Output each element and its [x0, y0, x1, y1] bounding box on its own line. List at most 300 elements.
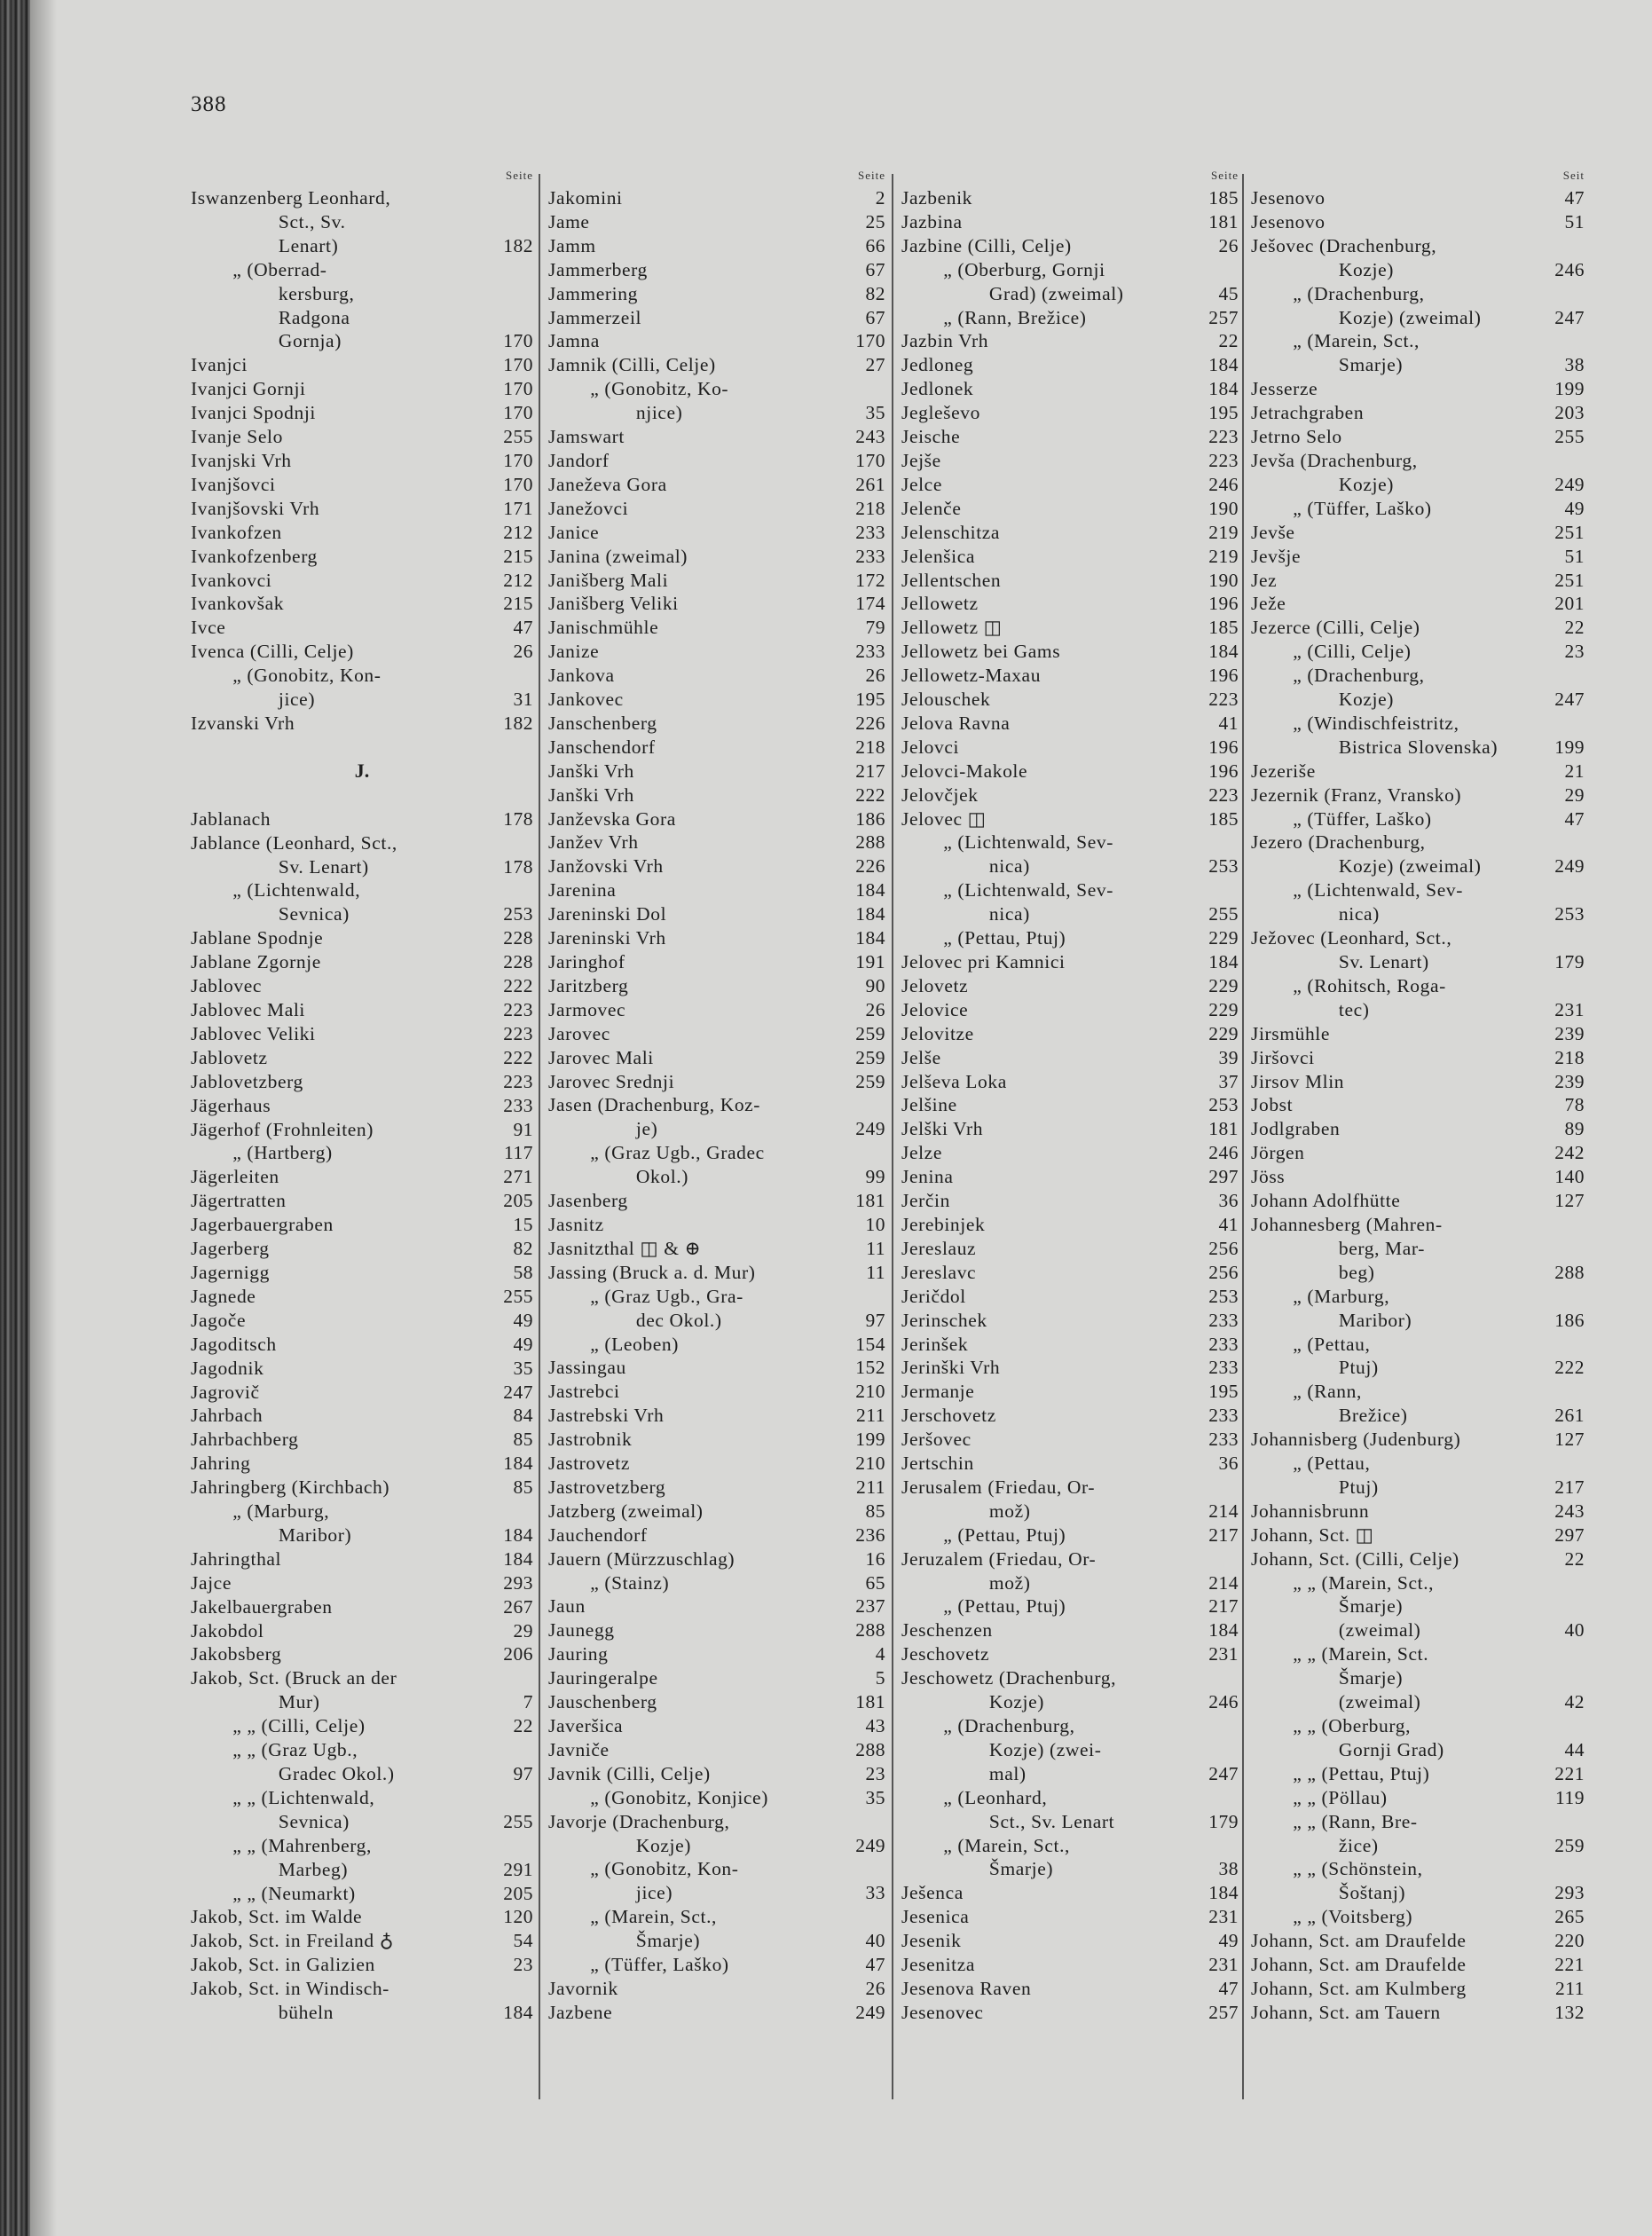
index-entry [1251, 1786, 1585, 1810]
entry-place-name: Jastrobnik [548, 1429, 633, 1451]
entry-page-number: 25 [865, 210, 885, 232]
entry-page-number: 249 [855, 1834, 885, 1856]
entry-place-name: Jahringberg (Kirchbach) [191, 1476, 390, 1499]
entry-page-number: 255 [1208, 903, 1239, 925]
entry-place-name: „ (Lichtenwald, Sev- nica) [943, 879, 1113, 925]
entry-place-name: „ (Pettau, Ptuj) [943, 1523, 1066, 1546]
entry-page-number: 26 [513, 641, 533, 663]
index-entry [548, 1762, 885, 1786]
entry-page-number: 243 [1554, 1500, 1585, 1522]
entry-place-name: Jeričdol [901, 1285, 966, 1307]
index-entry [901, 1547, 1239, 1595]
index-entry [1251, 569, 1585, 593]
index-entry [1251, 1213, 1585, 1285]
entry-place-name: Jablane Spodnje [191, 927, 324, 949]
index-entry [191, 449, 533, 473]
entry-place-name: „ (Drachenburg, Kozje) (zwei- mal) [943, 1715, 1102, 1784]
index-entry [191, 1834, 533, 1882]
index-entry [901, 1452, 1239, 1476]
index-entry [191, 1929, 533, 1953]
entry-page-number: 119 [1555, 1786, 1585, 1808]
index-entry [901, 616, 1239, 640]
entry-place-name: Jevša (Drachenburg, Kozje) [1251, 449, 1418, 495]
entry-place-name: „ „ (Lichtenwald, Sevnica) [232, 1786, 375, 1832]
entry-place-name: Jerinški Vrh [901, 1357, 1001, 1379]
index-entry [548, 1070, 885, 1094]
index-entry [901, 1594, 1239, 1618]
entry-page-number: 120 [503, 1906, 533, 1928]
index-entry [901, 1022, 1239, 1046]
entry-page-number: 199 [855, 1429, 885, 1451]
entry-page-number: 195 [1208, 402, 1239, 424]
entry-page-number: 154 [855, 1333, 885, 1355]
entry-place-name: Johann Adolfhütte [1251, 1190, 1401, 1212]
entry-place-name: Jasnitzthal ◫ & ⊕ [548, 1237, 702, 1259]
entry-page-number: 229 [1208, 1022, 1239, 1044]
entry-place-name: Jagernigg [191, 1261, 270, 1283]
index-entry [901, 783, 1239, 807]
index-entry [1251, 2001, 1585, 2025]
index-entry [901, 1834, 1239, 1882]
entry-page-number: 49 [513, 1309, 533, 1331]
entry-page-number: 184 [1208, 378, 1239, 400]
entry-page-number: 38 [1564, 354, 1585, 376]
index-entry [191, 1476, 533, 1500]
entry-place-name: Janischmühle [548, 617, 659, 639]
entry-place-name: Jesenik [901, 1930, 962, 1952]
entry-place-name: Jelze [901, 1142, 942, 1164]
index-entry [901, 258, 1239, 306]
entry-place-name: Jerusalem (Friedau, Or- mož) [901, 1476, 1096, 1522]
index-entry [191, 1022, 533, 1046]
entry-place-name: Jelova Ravna [901, 712, 1011, 734]
index-entry [1251, 1714, 1585, 1762]
entry-page-number: 249 [1554, 473, 1585, 495]
entry-page-number: 31 [513, 689, 533, 711]
entry-place-name: Janževska Gora [548, 807, 676, 830]
entry-page-number: 10 [865, 1213, 885, 1235]
entry-page-number: 26 [865, 998, 885, 1020]
entry-place-name: Jetrno Selo [1251, 426, 1342, 448]
entry-place-name: Jiršovci [1251, 1046, 1315, 1068]
page-column-header: Seite [1211, 169, 1239, 182]
index-entry [548, 926, 885, 950]
entry-page-number: 85 [513, 1476, 533, 1499]
entry-place-name: Johann, Sct. am Kulmberg [1251, 1977, 1467, 1999]
entry-page-number: 228 [503, 951, 533, 973]
entry-place-name: Ivanjšovci [191, 473, 276, 495]
index-entry [1251, 831, 1585, 878]
entry-place-name: Janžovski Vrh [548, 855, 664, 878]
index-entry [548, 1500, 885, 1523]
index-entry [548, 1953, 885, 1977]
index-entry [1251, 1905, 1585, 1929]
entry-page-number: 229 [1208, 974, 1239, 996]
entry-page-number: 38 [1218, 1858, 1239, 1880]
index-entry [901, 1476, 1239, 1523]
index-column-3 [901, 165, 1239, 2025]
entry-page-number: 23 [513, 1954, 533, 1976]
index-entry [1251, 1141, 1585, 1165]
entry-page-number: 181 [855, 1190, 885, 1212]
entry-place-name: Iswanzenberg Leonhard, Sct., Sv. Lenart) [191, 187, 391, 256]
entry-place-name: Jammerberg [548, 258, 648, 280]
entry-page-number: 255 [503, 426, 533, 448]
entry-place-name: Jarenina [548, 879, 617, 901]
index-entry [191, 950, 533, 974]
entry-page-number: 22 [513, 1715, 533, 1737]
index-entry [901, 1618, 1239, 1642]
entry-page-number: 196 [1208, 665, 1239, 687]
index-entry [548, 807, 885, 831]
index-entry [191, 1786, 533, 1834]
entry-page-number: 41 [1218, 1213, 1239, 1235]
entry-page-number: 84 [513, 1405, 533, 1427]
entry-place-name: „ (Marburg, Maribor) [232, 1500, 352, 1546]
entry-place-name: Jellowetz [901, 593, 979, 615]
entry-place-name: Janišberg Mali [548, 569, 669, 591]
entry-page-number: 5 [875, 1667, 885, 1689]
entry-page-number: 217 [855, 760, 885, 782]
entry-place-name: „ „ (Oberburg, Gornji Grad) [1293, 1715, 1444, 1760]
entry-place-name: „ „ (Graz Ugb., Gradec Okol.) [232, 1739, 395, 1784]
index-entry [901, 569, 1239, 593]
index-entry [548, 712, 885, 736]
entry-page-number: 217 [1208, 1595, 1239, 1618]
entry-page-number: 185 [1208, 187, 1239, 209]
entry-place-name: Jerinšek [901, 1333, 969, 1355]
entry-page-number: 220 [1554, 1930, 1585, 1952]
index-entry [548, 1237, 885, 1261]
entry-place-name: Johann, Sct. am Draufelde [1251, 1930, 1467, 1952]
index-entry [548, 1594, 885, 1618]
entry-place-name: Jablance (Leonhard, Sct., Sv. Lenart) [191, 831, 397, 878]
index-entry [548, 1810, 885, 1858]
entry-page-number: 236 [855, 1523, 885, 1546]
entry-place-name: „ (Drachenburg, Kozje) (zweimal) [1293, 282, 1482, 328]
entry-place-name: Jablovetz [191, 1046, 268, 1068]
page-column-header: Seit [1562, 169, 1585, 182]
entry-place-name: Jägerleiten [191, 1166, 279, 1188]
entry-place-name: Jakomini [548, 187, 623, 209]
entry-place-name: Jazbina [901, 210, 963, 232]
entry-page-number: 199 [1554, 378, 1585, 400]
index-entry [1251, 1500, 1585, 1523]
index-entry [901, 1237, 1239, 1261]
entry-place-name: Jagerbauergraben [191, 1214, 334, 1236]
entry-page-number: 259 [855, 1046, 885, 1068]
entry-place-name: Jagerberg [191, 1238, 270, 1260]
entry-place-name: Jarmovec [548, 998, 626, 1020]
entry-page-number: 255 [503, 1810, 533, 1832]
index-entry [191, 545, 533, 569]
index-entry [901, 1093, 1239, 1117]
entry-place-name: Jeische [901, 426, 961, 448]
index-entry [548, 353, 885, 377]
entry-place-name: Jelški Vrh [901, 1118, 984, 1140]
entry-page-number: 29 [1564, 783, 1585, 806]
entry-place-name: Jatzberg (zweimal) [548, 1500, 704, 1522]
entry-page-number: 253 [1554, 903, 1585, 925]
entry-page-number: 271 [503, 1166, 533, 1188]
entry-place-name: Jägertratten [191, 1190, 287, 1212]
entry-place-name: Jakob, Sct. im Walde [191, 1906, 363, 1928]
entry-page-number: 253 [1208, 855, 1239, 878]
index-entry [191, 926, 533, 950]
index-entry [901, 545, 1239, 569]
entry-place-name: Jelovec ◫ [901, 807, 987, 830]
entry-page-number: 170 [855, 330, 885, 352]
column-divider [539, 174, 540, 2099]
entry-page-number: 179 [1208, 1810, 1239, 1832]
index-entry [901, 712, 1239, 736]
index-entry [548, 1666, 885, 1690]
index-entry [1251, 234, 1585, 282]
index-entry [1251, 1571, 1585, 1643]
index-entry [901, 186, 1239, 210]
index-entry [901, 1285, 1239, 1309]
index-entry [548, 1333, 885, 1357]
index-entry [191, 1213, 533, 1237]
entry-place-name: Jassingau [548, 1357, 626, 1379]
entry-page-number: 54 [513, 1930, 533, 1952]
entry-page-number: 184 [1208, 641, 1239, 663]
index-entry [901, 1213, 1239, 1237]
entry-place-name: „ (Pettau, Ptuj) [1293, 1333, 1379, 1379]
entry-place-name: „ (Oberrad- kersburg, Radgona Gornja) [232, 258, 355, 352]
entry-page-number: 233 [1208, 1405, 1239, 1427]
index-entry [548, 1404, 885, 1428]
entry-page-number: 67 [865, 306, 885, 328]
entry-page-number: 257 [1208, 306, 1239, 328]
entry-page-number: 247 [1554, 306, 1585, 328]
entry-place-name: Jablane Zgornje [191, 951, 321, 973]
entry-place-name: Ivenca (Cilli, Celje) [191, 641, 354, 663]
entry-place-name: Jereslavc [901, 1261, 977, 1283]
entry-place-name: Jasen (Drachenburg, Koz- je) [548, 1094, 761, 1140]
entry-page-number: 47 [1564, 807, 1585, 830]
entry-page-number: 231 [1208, 1954, 1239, 1976]
entry-place-name: Jagoditsch [191, 1333, 277, 1355]
entry-place-name: Jazbene [548, 2001, 613, 2023]
entry-page-number: 45 [1218, 282, 1239, 304]
entry-place-name: „ „ (Cilli, Celje) [232, 1715, 366, 1737]
entry-page-number: 231 [1554, 998, 1585, 1020]
entry-place-name: Jauschenberg [548, 1691, 657, 1713]
entry-page-number: 27 [865, 354, 885, 376]
index-entry [191, 1070, 533, 1094]
index-entry [901, 210, 1239, 234]
entry-place-name: Jaun [548, 1595, 586, 1618]
index-entry [1251, 1117, 1585, 1141]
index-entry [1251, 1452, 1585, 1500]
entry-place-name: Johannisberg (Judenburg) [1251, 1429, 1461, 1451]
entry-page-number: 237 [855, 1595, 885, 1618]
index-entry [191, 569, 533, 593]
entry-page-number: 39 [1218, 1046, 1239, 1068]
entry-page-number: 82 [513, 1238, 533, 1260]
entry-page-number: 170 [503, 354, 533, 376]
entry-page-number: 222 [503, 975, 533, 997]
entry-page-number: 22 [1564, 617, 1585, 639]
entry-page-number: 246 [1554, 258, 1585, 280]
entry-place-name: „ (Pettau, Ptuj) [1293, 1453, 1379, 1498]
index-entry [901, 1356, 1239, 1380]
index-entry [1251, 425, 1585, 449]
entry-place-name: „ (Oberburg, Gornji Grad) (zweimal) [943, 258, 1124, 304]
entry-place-name: Ivankovšak [191, 593, 285, 615]
entry-page-number: 47 [865, 1954, 885, 1976]
entry-place-name: Jamswart [548, 426, 625, 448]
entry-place-name: „ „ (Rann, Bre- žice) [1293, 1810, 1418, 1856]
index-entry [1251, 1333, 1585, 1381]
entry-page-number: 226 [855, 712, 885, 734]
entry-place-name: „ (Graz Ugb., Gra- dec Okol.) [590, 1285, 743, 1331]
index-entry [191, 1977, 533, 2025]
index-entry [191, 616, 533, 640]
index-entry [548, 1189, 885, 1213]
index-entry [901, 1261, 1239, 1285]
entry-place-name: Javorje (Drachenburg, Kozje) [548, 1810, 730, 1856]
entry-page-number: 37 [1218, 1070, 1239, 1092]
entry-place-name: Jakob, Sct. in Windisch- büheln [191, 1978, 389, 2024]
entry-place-name: „ (Leonhard, Sct., Sv. Lenart [943, 1786, 1115, 1832]
entry-place-name: „ (Pettau, Ptuj) [943, 1595, 1066, 1618]
entry-page-number: 219 [1208, 521, 1239, 543]
index-entry [191, 353, 533, 377]
entry-place-name: „ „ (Schönstein, Šoštanj) [1293, 1858, 1423, 1904]
index-entry [1251, 974, 1585, 1022]
entry-page-number: 178 [503, 807, 533, 830]
index-entry [901, 377, 1239, 401]
index-entry [901, 306, 1239, 330]
entry-place-name: Jandorf [548, 449, 610, 471]
entry-place-name: Janški Vrh [548, 783, 634, 806]
entry-page-number: 226 [855, 855, 885, 878]
index-entry [548, 902, 885, 926]
entry-page-number: 251 [1554, 569, 1585, 591]
entry-page-number: 67 [865, 258, 885, 280]
index-entry [1251, 878, 1585, 926]
entry-page-number: 215 [503, 545, 533, 567]
index-entry [191, 807, 533, 831]
entry-page-number: 243 [855, 426, 885, 448]
entry-place-name: Jezero (Drachenburg, Kozje) (zweimal) [1251, 831, 1482, 878]
index-entry [901, 1189, 1239, 1213]
entry-page-number: 233 [1208, 1357, 1239, 1379]
entry-page-number: 185 [1208, 807, 1239, 830]
entry-place-name: Jejše [901, 449, 941, 471]
entry-place-name: Jahrbachberg [191, 1429, 299, 1451]
entry-place-name: „ (Marein, Sct., Smarje) [1293, 330, 1420, 376]
entry-place-name: Jakobsberg [191, 1643, 282, 1665]
entry-place-name: Janschenberg [548, 712, 657, 734]
entry-place-name: Jelovitze [901, 1022, 974, 1044]
entry-page-number: 223 [503, 1070, 533, 1092]
entry-place-name: „ (Gonobitz, Konjice) [590, 1786, 768, 1808]
index-entry [901, 1666, 1239, 1714]
column-divider [1242, 174, 1244, 2099]
index-column-1 [191, 165, 533, 2025]
entry-place-name: „ (Pettau, Ptuj) [943, 927, 1066, 949]
entry-place-name: Jörgen [1251, 1142, 1305, 1164]
entry-place-name: „ (Tüffer, Laško) [1293, 807, 1432, 830]
index-entry [901, 736, 1239, 760]
entry-place-name: Jertschin [901, 1453, 974, 1475]
entry-place-name: Ivce [191, 617, 226, 639]
index-entry [901, 1165, 1239, 1189]
entry-page-number: 218 [855, 736, 885, 758]
entry-page-number: 249 [1554, 855, 1585, 878]
entry-place-name: Jelovčjek [901, 783, 979, 806]
entry-place-name: Jodlgraben [1251, 1118, 1341, 1140]
entry-page-number: 223 [1208, 783, 1239, 806]
index-entry [901, 1046, 1239, 1070]
entry-place-name: Jeschowetz (Drachenburg, Kozje) [901, 1667, 1117, 1713]
entry-page-number: 49 [513, 1333, 533, 1355]
entry-page-number: 184 [855, 903, 885, 925]
entry-place-name: Janschendorf [548, 736, 656, 758]
entry-page-number: 242 [1554, 1142, 1585, 1164]
index-entry [191, 1333, 533, 1357]
index-entry [191, 712, 533, 736]
entry-page-number: 85 [865, 1500, 885, 1522]
index-entry [901, 1117, 1239, 1141]
entry-page-number: 214 [1208, 1571, 1239, 1594]
index-entry [1251, 1070, 1585, 1094]
index-entry [901, 640, 1239, 664]
index-entry [548, 1571, 885, 1595]
entry-page-number: 15 [513, 1214, 533, 1236]
index-entry [901, 950, 1239, 974]
index-entry [548, 1714, 885, 1738]
entry-place-name: Jobst [1251, 1094, 1294, 1116]
index-entry [1251, 1428, 1585, 1452]
entry-page-number: 233 [855, 641, 885, 663]
entry-page-number: 140 [1554, 1166, 1585, 1188]
index-entry [548, 1285, 885, 1333]
entry-place-name: Jeschenzen [901, 1619, 993, 1642]
index-entry [548, 760, 885, 783]
entry-page-number: 247 [503, 1381, 533, 1403]
entry-page-number: 47 [1218, 1977, 1239, 1999]
index-entry [901, 425, 1239, 449]
entry-place-name: Jelouschek [901, 689, 991, 711]
entry-place-name: Jahring [191, 1453, 251, 1475]
index-entry [901, 831, 1239, 878]
index-entry [548, 1428, 885, 1452]
entry-place-name: Ješenca [901, 1882, 964, 1904]
entry-page-number: 190 [1208, 497, 1239, 519]
entry-place-name: „ (Stainz) [590, 1571, 670, 1594]
entry-place-name: „ (Marein, Sct., Šmarje) [590, 1906, 718, 1952]
entry-page-number: 214 [1208, 1500, 1239, 1522]
index-entry [548, 1093, 885, 1141]
entry-page-number: 210 [855, 1453, 885, 1475]
entry-page-number: 170 [503, 473, 533, 495]
entry-page-number: 215 [503, 593, 533, 615]
entry-place-name: Jeršovec [901, 1429, 972, 1451]
entry-place-name: Jegleševo [901, 402, 980, 424]
index-entry [191, 473, 533, 497]
entry-page-number: 239 [1554, 1070, 1585, 1092]
entry-place-name: „ (Rann, Brežice) [943, 306, 1087, 328]
entry-place-name: „ „ (Neumarkt) [232, 1882, 356, 1904]
index-entry [1251, 1380, 1585, 1428]
index-entry [901, 473, 1239, 497]
entry-page-number: 251 [1554, 521, 1585, 543]
entry-place-name: Jassing (Bruck a. d. Mur) [548, 1261, 756, 1283]
